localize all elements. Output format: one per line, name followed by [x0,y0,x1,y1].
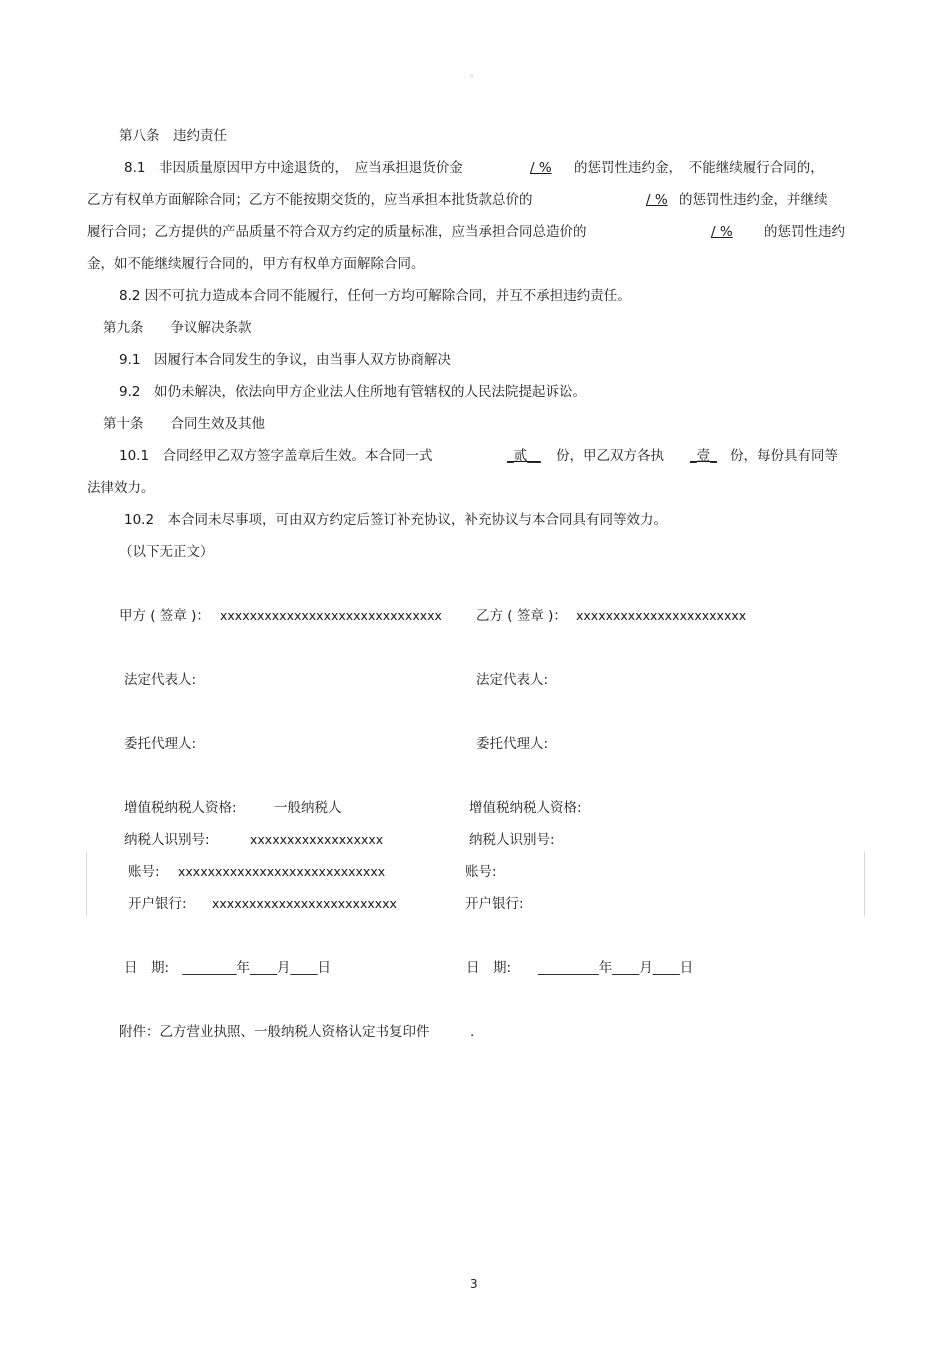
party-a-account-value: xxxxxxxxxxxxxxxxxxxxxxxxxxxx [178,864,386,879]
party-b-bank-label: 开户银行: [465,896,524,912]
party-a-seal-label: 甲方 ( 签章 )： [119,608,210,624]
party-b-date: 日 期: _________年____月____日 [466,960,694,976]
party-b-tax-id-label: 纳税人识别号: [469,832,555,848]
party-b-legal-rep-label: 法定代表人: [476,672,549,688]
top-mark: 。 [470,69,478,78]
end-of-text-note: （以下无正文） [119,544,214,560]
party-a-tax-id-label: 纳税人识别号: [124,832,210,848]
penalty-percent-3: / % [711,224,733,240]
party-a-agent-label: 委托代理人: [124,736,197,752]
page-number: 3 [470,1277,478,1291]
party-b-vat-label: 增值税纳税人资格: [469,800,582,816]
clause-10-1-c: 份，每份具有同等 [730,448,838,464]
clause-10-2: 10.2 本合同未尽事项，可由双方约定后签订补充协议，补充协议与本合同具有同等效力。 [124,512,668,528]
right-margin-rule [864,852,865,916]
clause-9-1: 9.1 因履行本合同发生的争议，由当事人双方协商解决 [119,352,451,368]
clause-10-1-a: 10.1 合同经甲乙双方签字盖章后生效。本合同一式 [119,448,433,464]
copies-each: _壹_ [690,448,717,464]
clause-10-1-line2: 法律效力。 [87,480,155,496]
party-a-tax-id-value: xxxxxxxxxxxxxxxxxx [250,832,384,847]
clause-10-1-b: 份，甲乙双方各执 [556,448,664,464]
clause-8-1-line1-a: 8.1 非因质量原因甲方中途退货的， 应当承担退货价金 [124,160,463,176]
clause-9-2: 9.2 如仍未解决，依法向甲方企业法人住所地有管辖权的人民法院提起诉讼。 [119,384,586,400]
article-8-heading: 第八条 违约责任 [119,128,227,144]
article-10-heading: 第十条 合同生效及其他 [103,416,265,432]
penalty-percent-2: / % [646,192,668,208]
clause-8-1-line3-a: 履行合同；乙方提供的产品质量不符合双方约定的质量标准，应当承担合同总造价的 [87,224,587,240]
left-margin-rule [86,852,87,916]
party-b-agent-label: 委托代理人: [476,736,549,752]
party-b-account-label: 账号: [465,864,497,880]
clause-8-1-line2-a: 乙方有权单方面解除合同；乙方不能按期交货的，应当承担本批货款总价的 [87,192,533,208]
clause-8-1-line2-b: 的惩罚性违约金，并继续 [679,192,828,208]
party-a-bank-value: xxxxxxxxxxxxxxxxxxxxxxxxx [212,896,397,911]
party-a-legal-rep-label: 法定代表人: [124,672,197,688]
clause-8-1-line4: 金，如不能继续履行合同的，甲方有权单方面解除合同。 [87,256,425,272]
article-9-heading: 第九条 争议解决条款 [103,320,252,336]
penalty-percent-1: / % [530,160,552,176]
party-b-seal-label: 乙方 ( 签章 )： [476,608,567,624]
clause-8-1-line1-b: 的惩罚性违约金， 不能继续履行合同的， [574,160,824,176]
clause-8-2: 8.2 因不可抗力造成本合同不能履行，任何一方均可解除合同，并互不承担违约责任。 [119,288,631,304]
party-b-seal-value: xxxxxxxxxxxxxxxxxxxxxxx [576,608,747,623]
party-a-bank-label: 开户银行: [128,896,187,912]
copies-count: _贰__ [507,448,541,464]
party-a-account-label: 账号: [128,864,160,880]
party-a-vat-value: 一般纳税人 [274,800,342,816]
attachment-note: 附件：乙方营业执照、一般纳税人资格认定书复印件 . [119,1024,475,1040]
party-a-vat-label: 增值税纳税人资格: [124,800,237,816]
clause-8-1-line3-b: 的惩罚性违约 [764,224,845,240]
party-a-date: 日 期: ________年____月____日 [124,960,332,976]
party-a-seal-value: xxxxxxxxxxxxxxxxxxxxxxxxxxxxxx [220,608,442,623]
